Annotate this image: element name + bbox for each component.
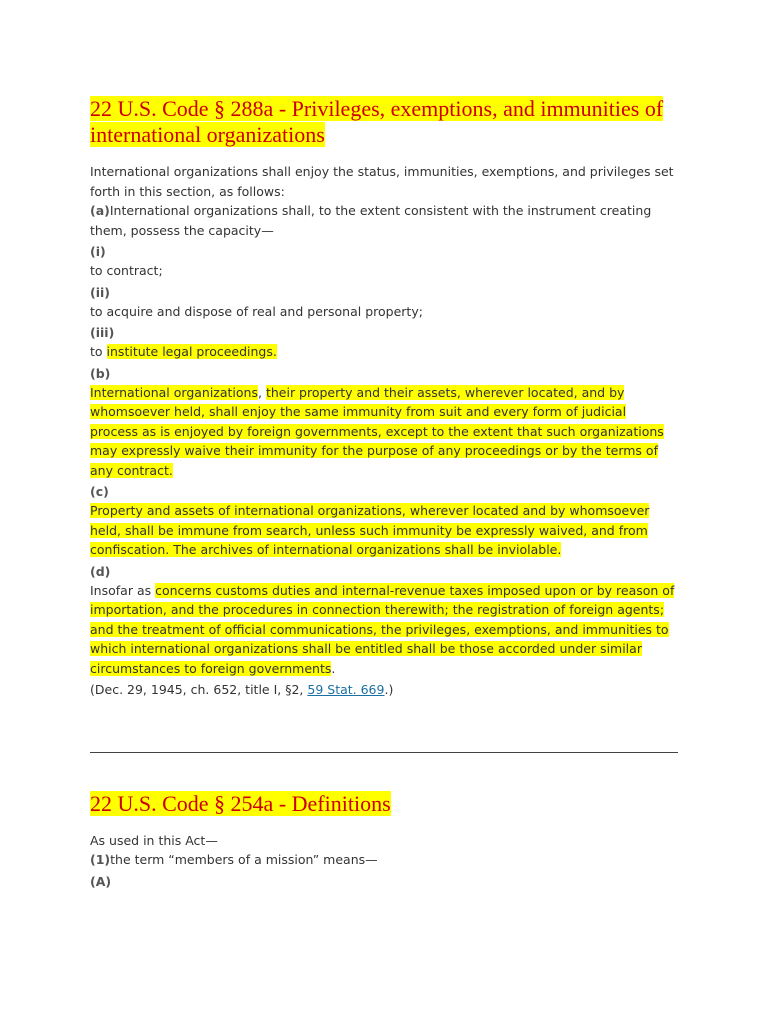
clause-ii-text: to acquire and dispose of real and personal property;: [90, 303, 423, 319]
citation: (Dec. 29, 1945, ch. 652, title I, §2, 59 Stat. 669.): [90, 682, 394, 697]
clause-b-label: (b): [90, 365, 111, 381]
definition-1: (1)the term “members of a mission” means—: [90, 852, 378, 867]
clause-a: (a)International organizations shall, to the extent consistent with the instrument creating them, possess the capacity—: [90, 203, 652, 238]
clause-iii-label: (iii): [90, 325, 115, 340]
section-1-title: 22 U.S. Code § 288a - Privileges, exemptions, and immunities of international organizations: [90, 96, 664, 147]
statute-link[interactable]: 59 Stat. 669: [307, 682, 385, 697]
definition-A-label: (A): [90, 873, 112, 889]
clause-i-text: to contract;: [90, 263, 163, 278]
clause-d-text: Insofar as concerns customs duties and internal-revenue taxes imposed upon or by reason of importation, and the procedures in connection therewith; the registration of foreign agents; and the treatment of official communications, the privileges, exemptions, and immunities to which international organizations shall be entitled shall be those accorded under similar circumstances to foreign governments.: [90, 582, 675, 676]
clause-b-text: International organizations, their property and their assets, wherever located, and by whomsoever held, shall enjoy the same immunity from suit and every form of judicial process as is enjoyed by foreign governments, except to the extent that such organizations may expressly waive their immunity for the purpose of any proceedings or by the terms of any contract.: [90, 384, 664, 478]
clause-c-text: Property and assets of international organizations, wherever located and by whomsoever held, shall be immune from search, unless such immunity be expressly waived, and from confiscation. The archives of international organizations shall be inviolable.: [90, 503, 650, 557]
clause-i-label: (i): [90, 244, 106, 259]
clause-iii-text: to institute legal proceedings.: [90, 344, 277, 359]
clause-d-label: (d): [90, 563, 111, 579]
section-2-title: 22 U.S. Code § 254a - Definitions: [90, 790, 391, 816]
section-divider: [90, 752, 678, 753]
section-1-intro: International organizations shall enjoy the status, immunities, exemptions, and privileges set forth in this section, as follows:: [90, 164, 674, 199]
clause-c-label: (c): [90, 484, 109, 499]
clause-ii-label: (ii): [90, 284, 110, 300]
section-2-intro: As used in this Act—: [90, 832, 218, 848]
